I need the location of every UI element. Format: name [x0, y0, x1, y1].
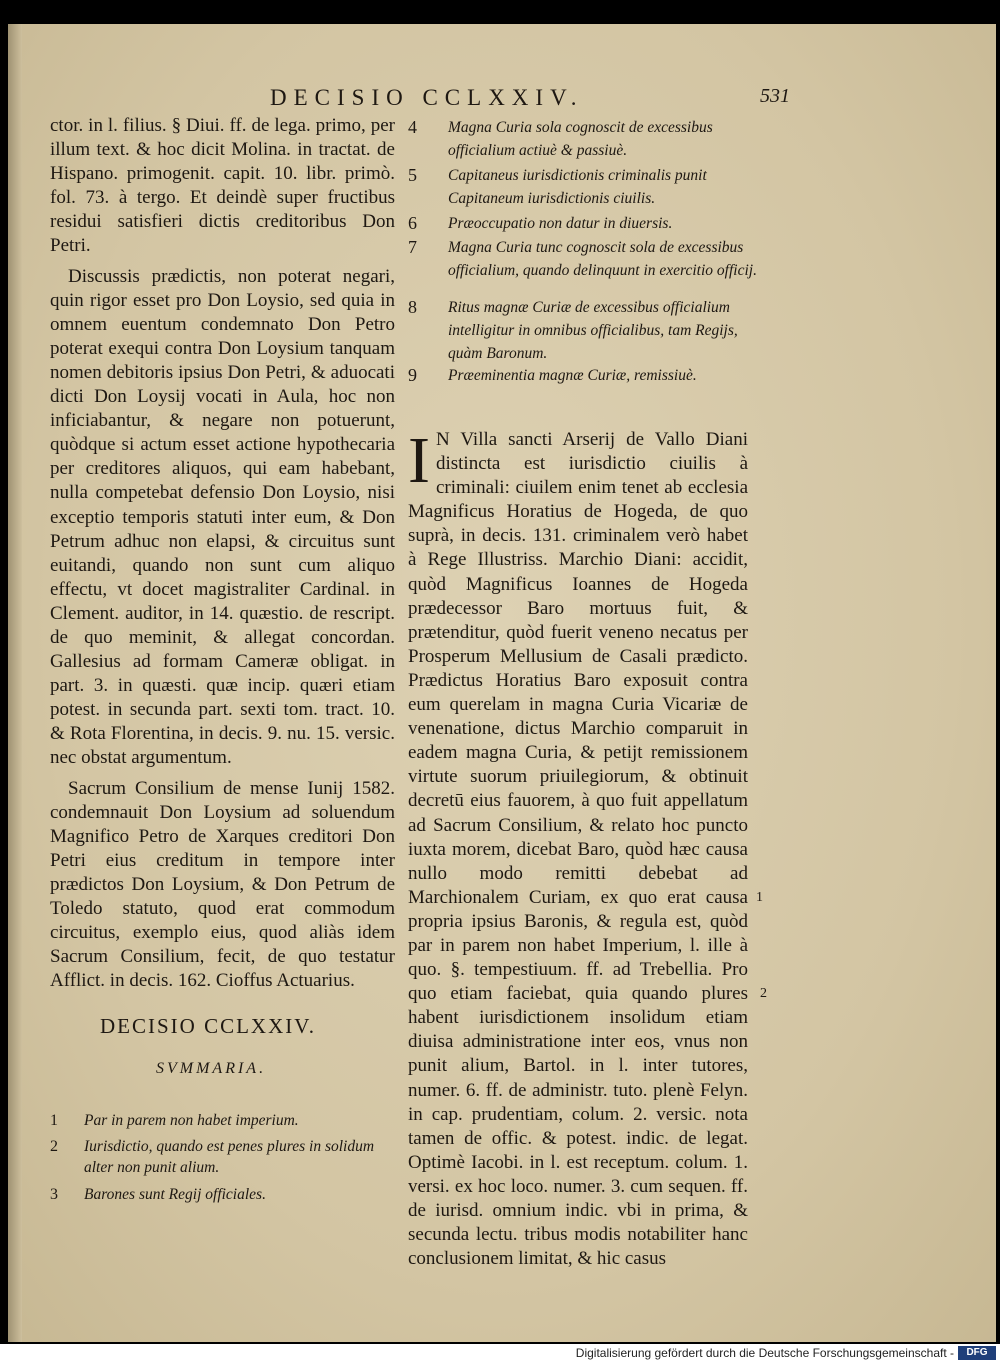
summary-number: 9: [408, 365, 417, 385]
page-spine-shadow: [8, 24, 22, 1342]
summary-item: [50, 1184, 395, 1205]
summary-item: [408, 212, 760, 235]
summary-number: 2: [50, 1138, 58, 1155]
summary-item: [408, 116, 760, 162]
margin-note: 1: [756, 890, 763, 905]
summary-item: [408, 296, 760, 365]
running-header: [8, 85, 996, 115]
summary-number: 8: [408, 297, 417, 317]
summary-item: [50, 1136, 395, 1178]
left-paragraph-1: ctor. in l. filius. § Diui. ff. de lega. primo, per illum text. & hoc dicit Molina. in tractat. de Hispano. primogenit. capit. 10. libr. primò. fol. 73. à tergo. Et deindè super fructibus residui satisfieri dictis creditoribus Don Petri.: [50, 115, 395, 257]
summary-text: Capitaneus iurisdictionis criminalis punit Capitaneum iurisdictionis ciuilis.: [448, 167, 707, 207]
footer-credit: Digitalisierung gefördert durch die Deutsche Forschungsgemeinschaft -: [575, 1346, 954, 1360]
summary-text: Par in parem non habet imperium.: [84, 1112, 299, 1129]
summary-text: Magna Curia tunc cognoscit sola de excessibus officialium, quando delinquunt in exercitio officij.: [448, 239, 757, 279]
summaria-title: SVMMARIA.: [156, 1060, 267, 1077]
footer-bar: [0, 1344, 1000, 1362]
summary-item: [408, 236, 760, 282]
left-column: [50, 114, 395, 999]
dfg-logo: DFG: [958, 1346, 996, 1360]
summary-text: Præeminentia magnæ Curiæ, remissiuè.: [448, 367, 697, 384]
decision-body: [408, 424, 748, 1271]
summary-text: Ritus magnæ Curiæ de excessibus officialium intelligitur in omnibus officialibus, tam Regijs, quàm Baronum.: [448, 299, 738, 362]
summary-text: Iurisdictio, quando est penes plures in solidum alter non punit alium.: [84, 1138, 375, 1176]
running-header-title: DECISIO CCLXXIV.: [270, 85, 584, 110]
summary-text: Præoccupatio non datur in diuersis.: [448, 215, 673, 232]
drop-cap: I: [408, 424, 430, 497]
summary-item: [50, 1110, 395, 1131]
margin-note: 2: [760, 986, 767, 1001]
summary-number: 6: [408, 213, 417, 233]
decision-body-text: N Villa sancti Arserij de Vallo Diani distincta est iurisdictio ciuilis à criminali: ciuilem enim tenet ab ecclesia Magnificus Horatius de Hogeda, de quo suprà, in decis. 131. criminalem verò habet à Rege Illustriss. Marchio Diani: accidit, quòd Magnificus Ioannes de Hogeda prædecessor Baro mortuus fuit, & prætenditur, quòd fuerit veneno necatus per Prosperum Mellusium de Casali prædicto. Prædictus Horatius Baro exposuit contra eum querelam in magna Curia Vicariæ de venenatione, dictus Marchio comparuit in eadem magna Curia, & petijt remissionem virtute suorum priuilegiorum, & obtinuit decretū eius fauorem, à quo fuit appellatum ad Sacrum Consilium, & relato hoc puncto iuxta morem, dicebat Baro, quòd hæc causa nullo modo remitti debebat ad Marchionalem Curiam, ex quo erat causa propria ipsius Baronis, & regula est, quòd par in parem non habet Imperium, l. ille à quo. §. tempestiuum. ff. ad Trebellia. Pro quo etiam faciebat, quia quando plures habent iurisdictionem insolidum etiam diuisa administratione inter eos, vnus non punit alium, Bartol. in l. inter tutores, numer. 6. ff. de administr. tuto. plenè Felyn. in cap. prudentiam, colum. 2. versic. nota tamen de offic. & potest. indic. de legat. Optimè Iacobi. in l. est receptum. colum. 1. versi. ex hoc loco. numer. 3. cum sequen. ff. de iurisd. omnium indic. vbi in prima, & secunda lectu. tribus modis notabiliter hanc conclusionem limitat, & hic casus: [408, 429, 748, 1270]
summary-number: 3: [50, 1186, 58, 1203]
summary-text: Magna Curia sola cognoscit de excessibus officialium actiuè & passiuè.: [448, 119, 713, 159]
summary-text: Barones sunt Regij officiales.: [84, 1186, 266, 1203]
summary-item: [408, 164, 760, 210]
summary-number: 1: [50, 1112, 58, 1129]
decision-title: DECISIO CCLXXIV.: [100, 1014, 316, 1038]
page-number: 531: [760, 85, 790, 107]
summary-number: 7: [408, 237, 417, 257]
summary-number: 4: [408, 117, 417, 137]
summary-number: 5: [408, 165, 417, 185]
summary-item: [408, 364, 760, 387]
left-paragraph-3: Sacrum Consilium de mense Iunij 1582. condemnauit Don Loysium ad soluendum Magnifico Petro de Xarques creditori Don Petri eius creditum in tempore inter prædictos Don Loysium, & Don Petrum de Toledo statuto, quod erat commodum circuitus, exemplo eius, quod aliàs idem Sacrum Consilium, fecit, de quo testatur Afflict. in decis. 162. Cioffus Actuarius.: [50, 777, 395, 992]
book-page: [8, 24, 996, 1342]
left-paragraph-2: Discussis prædictis, non poterat negari, quin rigor esset pro Don Loysio, sed quia in omnem euentum condemnato Don Petro poterat exequi contra Don Loysium tanquam nomen debitoris ipsius Don Petri, & aduocati dicti Don Loysij vocati in Aula, hoc non inficiabantur, & negare non potuerunt, quòdque si actum esset actione hypothecaria per creditores aliquos, qui eam habebant, nulla competebat defensio Don Loysio, nisi exceptio temporis statuti inter eum, & Don Petrum adhuc non elapsi, & circuitus sunt euitandi, quando non sunt cum aliquo effectu, vt docet magistraliter Cardinal. in Clement. auditor, in 14. quæstio. de rescript. de quo meminit, & allegat concordan. Gallesius ad formam Cameræ obligat. in part. 3. in quæsti. quæ incip. quæri etiam potest. in secunda part. sexti tom. tract. 10. & Rota Florentina, in decis. 9. nu. 15. versic. nec obstat argumentum.: [50, 265, 395, 769]
